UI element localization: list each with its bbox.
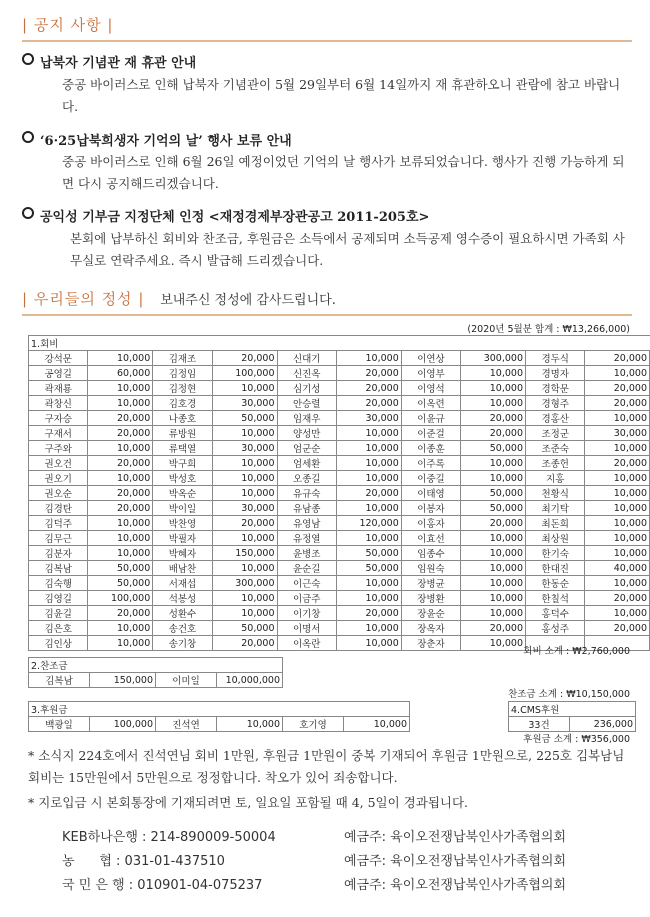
donor-name: 박이일 bbox=[153, 501, 212, 516]
donor-name: 김인상 bbox=[29, 636, 88, 651]
donation-amount: 10,000 bbox=[585, 531, 650, 546]
donor-name: 최돈희 bbox=[526, 516, 585, 531]
donation-amount: 50,000 bbox=[461, 486, 526, 501]
donation-amount: 10,000 bbox=[585, 606, 650, 621]
circle-bullet-icon bbox=[22, 207, 34, 219]
donation-amount: 10,000 bbox=[585, 366, 650, 381]
donor-name: 배남찬 bbox=[153, 561, 212, 576]
donation-row bbox=[29, 717, 410, 732]
donor-name: 이금주 bbox=[277, 591, 336, 606]
donation-row bbox=[29, 411, 650, 426]
donor-name: 홍덕수 bbox=[526, 606, 585, 621]
correction-note: * 소식지 224호에서 진석연님 회비 1만원, 후원금 1만원이 중복 기재되어 후원금 1만원으로, 225호 김복남님 회비는 15만원에서 5만원으로 정정합니다. 착오가 있어 죄송합니다. bbox=[28, 748, 625, 785]
donation-amount: 10,000 bbox=[212, 426, 277, 441]
donation-row bbox=[29, 531, 650, 546]
donation-amount: 100,000 bbox=[212, 366, 277, 381]
donation-amount: 10,000 bbox=[212, 531, 277, 546]
donation-row bbox=[29, 516, 650, 531]
donor-name: 박필자 bbox=[153, 531, 212, 546]
donation-amount: 10,000 bbox=[585, 486, 650, 501]
donation-amount: 20,000 bbox=[336, 396, 401, 411]
donation-amount: 10,000 bbox=[88, 531, 153, 546]
donor-name: 경두식 bbox=[526, 351, 585, 366]
donor-name: 백광일 bbox=[29, 717, 90, 732]
donation-amount: 10,000 bbox=[461, 381, 526, 396]
donor-name: 박구희 bbox=[153, 456, 212, 471]
notice-title: 공지 사항 bbox=[33, 16, 102, 34]
donor-name: 양성만 bbox=[277, 426, 336, 441]
donor-name: 최상원 bbox=[526, 531, 585, 546]
donation-amount: 10,000 bbox=[585, 441, 650, 456]
donor-name: 류택열 bbox=[153, 441, 212, 456]
donor-name: 이준걸 bbox=[401, 426, 460, 441]
account-holder: 예금주: 육이오전쟁납북인사가족협의회 bbox=[344, 830, 566, 845]
sponsorship-label: 2.찬조금 bbox=[29, 658, 283, 673]
donor-name: 김숙행 bbox=[29, 576, 88, 591]
donation-row bbox=[29, 486, 650, 501]
membership-table bbox=[28, 335, 650, 651]
donation-amount: 10,000 bbox=[212, 591, 277, 606]
donation-amount: 10,000 bbox=[461, 561, 526, 576]
donation-amount: 10,000 bbox=[88, 381, 153, 396]
donor-name: 김재조 bbox=[153, 351, 212, 366]
donor-name: 안승렬 bbox=[277, 396, 336, 411]
donation-amount: 10,000 bbox=[88, 636, 153, 651]
donor-name: 윤순길 bbox=[277, 561, 336, 576]
donation-amount: 10,000 bbox=[461, 576, 526, 591]
donation-amount: 20,000 bbox=[585, 456, 650, 471]
donation-row bbox=[29, 591, 650, 606]
donation-amount: 150,000 bbox=[212, 546, 277, 561]
donation-amount: 20,000 bbox=[461, 516, 526, 531]
donation-row bbox=[29, 396, 650, 411]
donation-amount: 120,000 bbox=[336, 516, 401, 531]
donation-amount: 20,000 bbox=[461, 621, 526, 636]
donation-amount: 30,000 bbox=[212, 501, 277, 516]
donor-name: 조정군 bbox=[526, 426, 585, 441]
sponsorship-subtotal: 찬조금 소계 : ₩10,150,000 bbox=[508, 689, 630, 700]
donor-name: 서재섭 bbox=[153, 576, 212, 591]
circle-bullet-icon bbox=[22, 131, 34, 143]
membership-label: 1.회비 bbox=[29, 336, 650, 351]
donation-amount: 10,000 bbox=[88, 351, 153, 366]
donor-name: 장윤순 bbox=[401, 606, 460, 621]
donor-name: 강석문 bbox=[29, 351, 88, 366]
donation-row bbox=[29, 426, 650, 441]
donor-name: 이영석 bbox=[401, 381, 460, 396]
donation-row bbox=[29, 366, 650, 381]
donor-name: 구주와 bbox=[29, 441, 88, 456]
donation-amount: 20,000 bbox=[212, 636, 277, 651]
donation-amount: 20,000 bbox=[585, 396, 650, 411]
donation-amount: 10,000,000 bbox=[217, 673, 283, 688]
donation-amount: 10,000 bbox=[344, 717, 410, 732]
donor-name: 김정현 bbox=[153, 381, 212, 396]
donor-name: 이효선 bbox=[401, 531, 460, 546]
donor-name: 박찬영 bbox=[153, 516, 212, 531]
donation-amount: 50,000 bbox=[212, 411, 277, 426]
donation-amount: 10,000 bbox=[461, 531, 526, 546]
donation-amount: 10,000 bbox=[461, 366, 526, 381]
donation-amount: 10,000 bbox=[88, 441, 153, 456]
donor-name: 임원숙 bbox=[401, 561, 460, 576]
donor-name: 엄세환 bbox=[277, 456, 336, 471]
donation-amount: 20,000 bbox=[336, 606, 401, 621]
donor-name: 경명자 bbox=[526, 366, 585, 381]
donor-name: 이명서 bbox=[277, 621, 336, 636]
donor-name: 이옥란 bbox=[277, 636, 336, 651]
donor-name: 임종수 bbox=[401, 546, 460, 561]
giro-note: * 지로입금 시 본회통장에 기재되려면 토, 일요일 포함될 때 4, 5일이 경과됩니다. bbox=[28, 795, 469, 810]
sponsorship-table bbox=[28, 657, 283, 688]
donor-name: 김경탄 bbox=[29, 501, 88, 516]
donor-name: 한동순 bbox=[526, 576, 585, 591]
circle-bullet-icon bbox=[22, 53, 34, 65]
donor-name: 이근숙 bbox=[277, 576, 336, 591]
donation-row bbox=[29, 673, 283, 688]
donation-amount: 10,000 bbox=[88, 396, 153, 411]
donation-amount: 10,000 bbox=[461, 636, 526, 651]
donation-amount: 10,000 bbox=[461, 471, 526, 486]
notice-item-body: 중공 바이러스로 인해 납북자 기념관이 5월 29일부터 6월 14일까지 재 휴관하오니 관람에 참고 바랍니다. bbox=[62, 77, 621, 114]
account-holder: 예금주: 육이오전쟁납북인사가족협의회 bbox=[344, 878, 566, 893]
support-subtotal: 후원금 소계 : ₩356,000 bbox=[523, 734, 630, 745]
donation-row bbox=[29, 351, 650, 366]
donor-name: 장병환 bbox=[401, 591, 460, 606]
donation-row bbox=[29, 381, 650, 396]
donation-amount: 50,000 bbox=[212, 621, 277, 636]
donor-name: 박성호 bbox=[153, 471, 212, 486]
support-table bbox=[28, 701, 410, 732]
donation-amount: 10,000 bbox=[212, 456, 277, 471]
donor-name: 이종훈 bbox=[401, 441, 460, 456]
donor-name: 장옥자 bbox=[401, 621, 460, 636]
donor-name: 박혜자 bbox=[153, 546, 212, 561]
donation-amount: 10,000 bbox=[212, 471, 277, 486]
donor-name: 권오순 bbox=[29, 486, 88, 501]
donation-amount: 10,000 bbox=[88, 516, 153, 531]
donor-name: 곽재룡 bbox=[29, 381, 88, 396]
donor-name: 김정임 bbox=[153, 366, 212, 381]
donor-name: 경홍산 bbox=[526, 411, 585, 426]
donor-name: 이중길 bbox=[401, 471, 460, 486]
donation-amount: 30,000 bbox=[212, 441, 277, 456]
notice-item-heading: ‘6·25납북희생자 기억의 날’ 행사 보류 안내 bbox=[40, 130, 292, 149]
notice-divider bbox=[22, 40, 632, 42]
donation-amount: 10,000 bbox=[88, 471, 153, 486]
donation-amount: 20,000 bbox=[336, 366, 401, 381]
donor-name: 경학문 bbox=[526, 381, 585, 396]
donation-amount: 10,000 bbox=[585, 411, 650, 426]
bank-account: KEB하나은행 : 214-890009-50004 bbox=[62, 830, 276, 845]
donor-name: 이옥련 bbox=[401, 396, 460, 411]
donor-name: 조준숙 bbox=[526, 441, 585, 456]
donor-name: 이연상 bbox=[401, 351, 460, 366]
donation-amount: 10,000 bbox=[585, 471, 650, 486]
donation-amount: 20,000 bbox=[585, 621, 650, 636]
donation-amount: 50,000 bbox=[88, 561, 153, 576]
donation-amount: 100,000 bbox=[88, 591, 153, 606]
donation-row bbox=[29, 441, 650, 456]
donor-name: 호기영 bbox=[283, 717, 344, 732]
donor-name: 심기성 bbox=[277, 381, 336, 396]
donation-amount: 10,000 bbox=[212, 606, 277, 621]
donation-amount: 20,000 bbox=[88, 486, 153, 501]
donation-amount: 10,000 bbox=[212, 561, 277, 576]
donor-name: 이미일 bbox=[156, 673, 217, 688]
donation-amount: 10,000 bbox=[585, 546, 650, 561]
donor-name: 오종길 bbox=[277, 471, 336, 486]
donations-title: 우리들의 정성 bbox=[33, 290, 133, 308]
donation-amount: 10,000 bbox=[88, 546, 153, 561]
donation-amount: 20,000 bbox=[336, 381, 401, 396]
notice-section-title: | 공지 사항 | bbox=[22, 16, 114, 34]
donor-name: 김무근 bbox=[29, 531, 88, 546]
donation-amount: 10,000 bbox=[461, 396, 526, 411]
donation-amount: 10,000 bbox=[336, 501, 401, 516]
donation-amount: 10,000 bbox=[88, 621, 153, 636]
donation-amount: 10,000 bbox=[336, 471, 401, 486]
donor-name: 권오건 bbox=[29, 456, 88, 471]
donation-amount: 10,000 bbox=[336, 621, 401, 636]
donor-name: 최기탁 bbox=[526, 501, 585, 516]
donation-amount: 20,000 bbox=[88, 411, 153, 426]
membership-subtotal: 회비 소계 : ₩2,760,000 bbox=[523, 646, 630, 657]
donor-name: 박옥순 bbox=[153, 486, 212, 501]
donor-name: 한대진 bbox=[526, 561, 585, 576]
donor-name: 홍성주 bbox=[526, 621, 585, 636]
donation-amount: 20,000 bbox=[88, 501, 153, 516]
donor-name: 구자승 bbox=[29, 411, 88, 426]
donation-amount: 10,000 bbox=[336, 441, 401, 456]
donor-name: 이주록 bbox=[401, 456, 460, 471]
cms-label: 4.CMS후원 bbox=[509, 702, 636, 717]
cms-amount: 236,000 bbox=[570, 717, 636, 732]
donation-row bbox=[29, 501, 650, 516]
donation-amount: 300,000 bbox=[212, 576, 277, 591]
donor-name: 장병균 bbox=[401, 576, 460, 591]
donation-amount: 20,000 bbox=[212, 516, 277, 531]
donation-amount: 20,000 bbox=[585, 351, 650, 366]
donation-amount: 10,000 bbox=[585, 576, 650, 591]
donation-amount: 30,000 bbox=[336, 411, 401, 426]
donor-name: 송기창 bbox=[153, 636, 212, 651]
donation-row bbox=[29, 561, 650, 576]
notice-item-body: 본회에 납부하신 회비와 찬조금, 후원금은 소득에서 공제되며 소득공제 영수증이 필요하시면 가족회 사무실로 연락주세요. 즉시 발급해 드리겠습니다. bbox=[70, 231, 625, 268]
donor-name: 윤병조 bbox=[277, 546, 336, 561]
donations-section-title: | 우리들의 정성 | 보내주신 정성에 감사드립니다. bbox=[22, 290, 336, 308]
donation-amount: 10,000 bbox=[336, 636, 401, 651]
donor-name: 지홍 bbox=[526, 471, 585, 486]
donor-name: 권오기 bbox=[29, 471, 88, 486]
donor-name: 김분자 bbox=[29, 546, 88, 561]
support-label: 3.후원금 bbox=[29, 702, 410, 717]
donation-amount: 20,000 bbox=[585, 381, 650, 396]
cms-table bbox=[508, 701, 636, 732]
donor-name: 엄군순 bbox=[277, 441, 336, 456]
donation-amount: 20,000 bbox=[88, 426, 153, 441]
donor-name: 김영길 bbox=[29, 591, 88, 606]
donation-amount: 10,000 bbox=[336, 576, 401, 591]
donor-name: 이기창 bbox=[277, 606, 336, 621]
donor-name: 임재우 bbox=[277, 411, 336, 426]
donor-name: 신대기 bbox=[277, 351, 336, 366]
donor-name: 구재서 bbox=[29, 426, 88, 441]
donor-name: 석봉성 bbox=[153, 591, 212, 606]
donor-name: 김덕주 bbox=[29, 516, 88, 531]
donation-amount: 10,000 bbox=[461, 591, 526, 606]
donor-name: 한칠석 bbox=[526, 591, 585, 606]
donation-amount: 30,000 bbox=[212, 396, 277, 411]
donation-amount: 300,000 bbox=[461, 351, 526, 366]
donation-amount: 10,000 bbox=[461, 606, 526, 621]
donor-name: 나종호 bbox=[153, 411, 212, 426]
cms-count: 33건 bbox=[509, 717, 570, 732]
donor-name: 김호경 bbox=[153, 396, 212, 411]
donation-row bbox=[29, 546, 650, 561]
donor-name: 김복남 bbox=[29, 561, 88, 576]
donation-amount: 10,000 bbox=[461, 456, 526, 471]
donor-name: 이영부 bbox=[401, 366, 460, 381]
donation-amount: 50,000 bbox=[336, 561, 401, 576]
donation-amount: 10,000 bbox=[336, 591, 401, 606]
donor-name: 신진옥 bbox=[277, 366, 336, 381]
account-holder: 예금주: 육이오전쟁납북인사가족협의회 bbox=[344, 854, 566, 869]
notice-item-body: 중공 바이러스로 인해 6월 26일 예정이었던 기억의 날 행사가 보류되었습니다. 행사가 진행 가능하게 되면 다시 공지해드리겠습니다. bbox=[62, 154, 625, 191]
donation-amount: 20,000 bbox=[585, 591, 650, 606]
donor-name: 류방원 bbox=[153, 426, 212, 441]
donation-amount: 20,000 bbox=[88, 456, 153, 471]
donation-amount: 10,000 bbox=[336, 426, 401, 441]
donor-name: 이태영 bbox=[401, 486, 460, 501]
donation-amount: 60,000 bbox=[88, 366, 153, 381]
donor-name: 한기숙 bbox=[526, 546, 585, 561]
donation-amount: 10,000 bbox=[585, 516, 650, 531]
donation-amount: 20,000 bbox=[212, 351, 277, 366]
donor-name: 김복남 bbox=[29, 673, 90, 688]
donation-amount: 10,000 bbox=[212, 381, 277, 396]
total-note: (2020년 5월분 합계 : ₩13,266,000) bbox=[467, 324, 630, 335]
donation-amount: 50,000 bbox=[461, 441, 526, 456]
donations-subtitle: 보내주신 정성에 감사드립니다. bbox=[160, 293, 336, 308]
donor-name: 유영남 bbox=[277, 516, 336, 531]
donation-amount: 20,000 bbox=[461, 411, 526, 426]
donation-amount: 10,000 bbox=[336, 351, 401, 366]
donor-name: 경형주 bbox=[526, 396, 585, 411]
donor-name: 공영길 bbox=[29, 366, 88, 381]
donation-amount: 10,000 bbox=[212, 486, 277, 501]
donation-row bbox=[29, 471, 650, 486]
donation-amount: 20,000 bbox=[461, 426, 526, 441]
donor-name: 천황식 bbox=[526, 486, 585, 501]
donor-name: 조종헌 bbox=[526, 456, 585, 471]
donation-amount: 100,000 bbox=[90, 717, 156, 732]
donation-amount: 30,000 bbox=[585, 426, 650, 441]
bank-account: 국 민 은 행 : 010901-04-075237 bbox=[62, 878, 263, 893]
donation-amount: 20,000 bbox=[336, 486, 401, 501]
donations-divider bbox=[22, 314, 632, 316]
donation-row bbox=[29, 576, 650, 591]
donation-amount: 10,000 bbox=[217, 717, 283, 732]
donor-name: 성환수 bbox=[153, 606, 212, 621]
donation-row bbox=[29, 621, 650, 636]
donor-name: 이홍자 bbox=[401, 516, 460, 531]
donation-amount: 150,000 bbox=[90, 673, 156, 688]
donor-name: 김윤길 bbox=[29, 606, 88, 621]
donor-name: 유남종 bbox=[277, 501, 336, 516]
donation-amount: 10,000 bbox=[585, 501, 650, 516]
donor-name: 김은호 bbox=[29, 621, 88, 636]
notice-item-heading: 공익성 기부금 지정단체 인정 <재정경제부장관공고 2011-205호> bbox=[40, 206, 429, 225]
donation-row bbox=[29, 456, 650, 471]
donation-amount: 10,000 bbox=[336, 456, 401, 471]
donation-amount: 50,000 bbox=[336, 546, 401, 561]
donation-amount: 20,000 bbox=[88, 606, 153, 621]
donation-amount: 50,000 bbox=[461, 501, 526, 516]
donation-amount: 10,000 bbox=[336, 531, 401, 546]
donation-row bbox=[29, 606, 650, 621]
donation-amount: 40,000 bbox=[585, 561, 650, 576]
donor-name: 곽창신 bbox=[29, 396, 88, 411]
donation-amount: 50,000 bbox=[88, 576, 153, 591]
donor-name: 이봉자 bbox=[401, 501, 460, 516]
bank-account: 농 협 : 031-01-437510 bbox=[62, 854, 225, 869]
donor-name: 송건호 bbox=[153, 621, 212, 636]
donor-name: 유정열 bbox=[277, 531, 336, 546]
notice-item-heading: 납북자 기념관 재 휴관 안내 bbox=[40, 52, 196, 71]
donor-name: 진석연 bbox=[156, 717, 217, 732]
donation-amount: 10,000 bbox=[461, 546, 526, 561]
donor-name: 장춘자 bbox=[401, 636, 460, 651]
donor-name: 이윤규 bbox=[401, 411, 460, 426]
donor-name: 유규숙 bbox=[277, 486, 336, 501]
